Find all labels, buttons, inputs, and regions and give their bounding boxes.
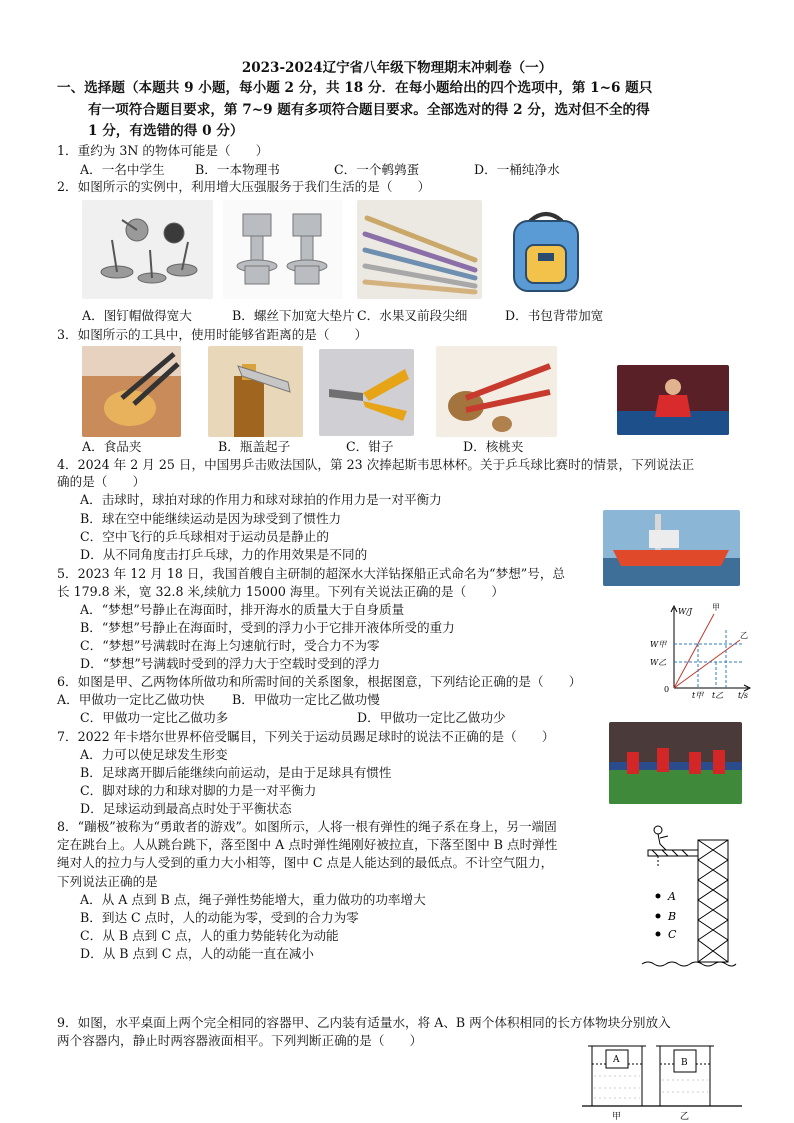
q8-stem-line1: 8．“蹦极”被称为“勇敢者的游戏”。如图所示，人将一根有弹性的绳子系在身上，另一端固 [57,819,557,834]
container-label-b: 乙 [680,1112,690,1122]
q2-stem: 2．如图所示的实例中，利用增大压强服务于我们生活的是（ ） [57,179,431,194]
q6-option-a: A．甲做功一定比乙做功快 [57,692,205,707]
q6-stem: 6．如图是甲、乙两物体所做功和所需时间的关系图象，根据图意，下列结论正确的是（ ） [57,674,582,689]
q1-option-b: B．一本物理书 [195,162,280,177]
thumbtacks-image [82,200,213,299]
q6-option-b: B．甲做功一定比乙做功慢 [232,692,380,707]
graph-w-b-label: W乙 [650,658,667,667]
q8-option-a: A．从 A 点到 B 点，绳子弹性势能增大，重力做功的功率增大 [80,892,426,907]
container-block-a: A [613,1055,620,1065]
container-label-a: 甲 [612,1112,622,1122]
q2-option-c: C．水果叉前段尖细 [357,308,468,323]
q3-option-c: C．钳子 [346,439,394,454]
bottle-opener-image [208,346,303,437]
container-block-b: B [681,1058,688,1068]
q9-stem-line2: 两个容器内，静止时两容器液面相平。下列判断正确的是（ ） [57,1033,423,1048]
q2-option-a: A．图钉帽做得宽大 [82,308,192,323]
q8-option-b: B．到达 C 点时，人的动能为零，受到的合力为零 [80,910,359,925]
q8-option-d: D．从 B 点到 C 点，人的动能一直在减小 [80,946,314,961]
q3-option-b: B．瓶盖起子 [218,439,291,454]
bungee-point-a: A [668,890,676,903]
q4-option-a: A．击球时，球拍对球的作用力和球对球拍的作用力是一对平衡力 [80,492,442,507]
q3-stem: 3．如图所示的工具中，使用时能够省距离的是（ ） [57,327,368,342]
q1-stem: 1．重约为 3N 的物体可能是（ ） [57,143,269,158]
q5-stem-line2: 长 179.8 米，宽 32.8 米,续航力 15000 海里。下列有关说法正确的是（ ） [57,584,505,599]
pliers-image [319,349,414,436]
graph-w-a-label: W甲 [650,640,667,649]
q4-option-c: C．空中飞行的乒乓球相对于运动员是静止的 [80,529,329,544]
table-tennis-photo [617,365,729,435]
graph-origin-label: 0 [664,685,670,694]
q4-option-d: D．从不同角度击打乒乓球，力的作用效果是不同的 [80,547,368,562]
containers-diagram [582,1036,742,1123]
bungee-diagram [638,820,738,972]
q8-stem-line2: 定在跳台上。人从跳台跳下，落至图中 A 点时弹性绳刚好被拉直，下落至图中 B 点时弹性 [57,837,558,852]
section-heading-line2: 有一项符合题目要求，第 7~9 题有多项符合题目要求。全部选对的得 2 分，选对但不全的得 [88,102,650,118]
bungee-point-b: B [668,910,677,923]
nutcracker-image [436,346,557,437]
q5-option-b: B．“梦想”号静止在海面时，受到的浮力小于它排开液体所受的重力 [80,620,455,635]
q2-option-d: D．书包背带加宽 [505,308,604,323]
q7-option-c: C．脚对球的力和球对脚的力是一对平衡力 [80,783,317,798]
graph-t-a-label: t甲 [692,691,704,700]
q3-option-a: A．食品夹 [82,439,142,454]
q1-option-a: A．一名中学生 [80,162,165,177]
graph-series-b-label: 乙 [740,631,748,640]
football-players-photo [609,722,742,804]
q5-option-a: A．“梦想”号静止在海面时，排开海水的质量大于自身质量 [80,602,405,617]
backpack-image [500,205,592,297]
bolts-washers-image [223,200,343,299]
q7-option-d: D．足球运动到最高点时处于平衡状态 [80,801,292,816]
q7-stem: 7．2022 年卡塔尔世界杯倍受瞩目，下列关于运动员踢足球时的说法不正确的是（ ） [57,729,555,744]
q8-option-c: C．从 B 点到 C 点，人的重力势能转化为动能 [80,928,339,943]
graph-series-a-label: 甲 [712,603,720,612]
q4-option-b: B．球在空中能继续运动是因为球受到了惯性力 [80,511,342,526]
q7-option-b: B．足球离开脚后能继续向前运动，是由于足球具有惯性 [80,765,392,780]
q5-option-d: D．“梦想”号满载时受到的浮力大于空载时受到的浮力 [80,656,381,671]
q7-option-a: A．力可以使足球发生形变 [80,747,228,762]
graph-t-b-label: t乙 [712,691,724,700]
drilling-ship-photo [603,510,740,586]
work-time-graph [640,600,755,700]
q3-option-d: D．核桃夹 [463,439,524,454]
q5-option-c: C．“梦想”号满载时在海上匀速航行时，受合力不为零 [80,638,380,653]
q4-stem-line2: 确的是（ ） [57,474,146,489]
q8-stem-line4: 下列说法正确的是 [57,874,158,889]
q8-stem-line3: 绳对人的拉力与人受到的重力大小相等，图中 C 点是人能达到的最低点。不计空气阻力， [57,855,554,870]
q2-option-b: B．螺丝下加宽大垫片 [232,308,355,323]
bungee-point-c: C [668,928,677,941]
q1-option-c: C．一个鹌鹑蛋 [334,162,420,177]
section-heading-line1: 一、选择题（本题共 9 小题，每小题 2 分，共 18 分．在每小题给出的四个选项中，第 1~6 题只 [57,80,653,96]
q6-option-c: C．甲做功一定比乙做功多 [80,710,229,725]
graph-y-label: W/J [678,607,693,616]
graph-x-label: t/s [738,691,749,700]
food-tongs-image [82,346,181,437]
section-heading-line3: 1 分，有选错的得 0 分） [88,123,244,139]
q9-stem-line1: 9．如图，水平桌面上两个完全相同的容器甲、乙内装有适量水，将 A、B 两个体积相同的长方体物块分别放入 [57,1015,671,1030]
fruit-forks-image [357,200,482,299]
page-title: 2023-2024辽宁省八年级下物理期末冲刺卷（一） [241,60,553,76]
q5-stem-line1: 5．2023 年 12 月 18 日，我国首艘自主研制的超深水大洋钻探船正式命名为“梦想”号，总 [57,566,566,581]
q1-option-d: D．一桶纯净水 [474,162,560,177]
q6-option-d: D．甲做功一定比乙做功少 [357,710,506,725]
q4-stem-line1: 4．2024 年 2 月 25 日，中国男乒击败法国队，第 23 次捧起斯韦思林杯。关于乒乓球比赛时的情景，下列说法正 [57,457,695,472]
